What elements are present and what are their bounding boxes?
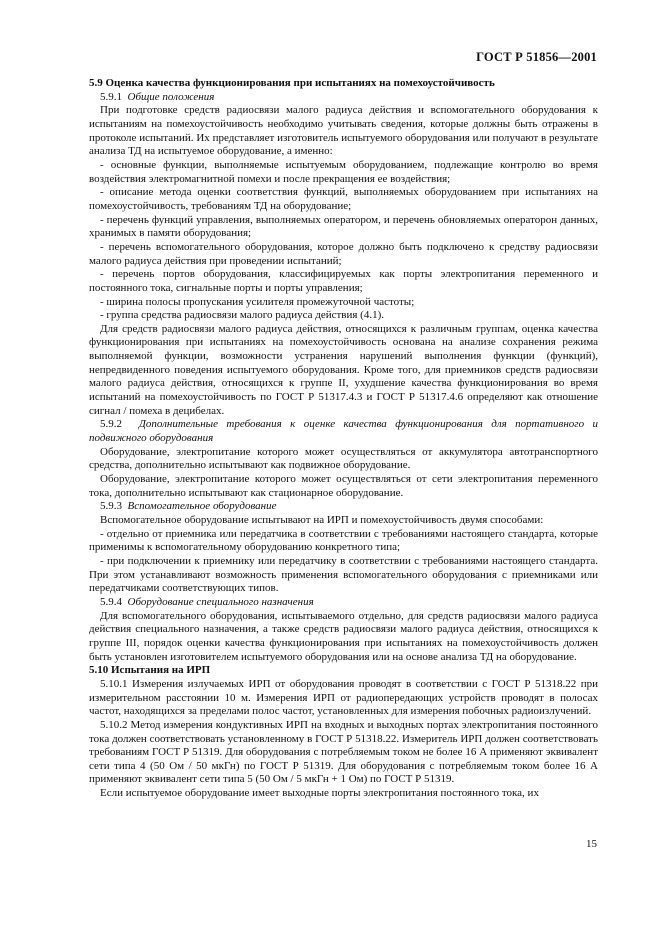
subsection-number: 5.9.4 <box>100 595 122 608</box>
paragraph: Для средств радиосвязи малого радиуса действия, относящихся к различным группам, оценка качества функционирования при испытаниях на помехоустойчивость основана на анализе сохранения режима выполняемой функции, возможности устранения нарушений выполнения функции (функций), непредвиденного поведения испытуемого оборудования. Кроме того, для приемников средств радиосвязи малого радиуса действия, относящихся к группе II, ухудшение качества функционирования во время испытаний на помехоустойчивость по ГОСТ Р 51317.4.3 и ГОСТ Р 51317.4.6 определяют как отношение сигнал / помеха в децибелах. <box>89 322 598 417</box>
section-5-9-heading: 5.9 Оценка качества функционирования при испытаниях на помехоустойчивость <box>89 77 495 89</box>
list-item: - отдельно от приемника или передатчика в соответствии с требованиями настоящего стандарта, которые применимы к вспомогательному оборудованию конкретного типа; <box>89 527 598 554</box>
section-5-10-heading: 5.10 Испытания на ИРП <box>89 664 211 677</box>
list-item: - основные функции, выполняемые испытуемым оборудованием, подлежащие контролю во время воздействия электромагнитной помехи и после прекращения ее воздействия; <box>89 158 598 185</box>
paragraph: Вспомогательное оборудование испытывают на ИРП и помехоустойчивость двумя способами: <box>100 514 544 526</box>
list-item: - ширина полосы пропускания усилителя промежуточной частоты; <box>100 295 415 308</box>
paragraph: Оборудование, электропитание которого может осуществляться от аккумулятора автотранспортного средства, дополнительно испытывают как подвижное оборудование. <box>89 445 598 472</box>
subsection-5-9-4-title <box>89 596 598 610</box>
list-item: - описание метода оценки соответствия функций, выполняемых оборудованием при испытаниях на помехоустойчивость, требованиям ТД на оборудование; <box>89 186 598 212</box>
paragraph: 5.10.2 Метод измерения кондуктивных ИРП на входных и выходных портах электропитания постоянного тока должен соответствовать установленному в ГОСТ Р 51318.22. Измеритель ИРП должен соответствовать требованиям ГОСТ Р 51319. Для оборудования с потребляемым током не более 16 А применяют эквивалент сети типа 4 (50 Ом / 50 мкГн) по ГОСТ Р 51319. Для оборудования с потребляемым током более 16 А применяют эквивалент сети типа 5 (50 Ом / 5 мкГн + 1 Ом) по ГОСТ Р 51319. <box>89 718 598 786</box>
page-number: 15 <box>586 838 597 850</box>
list-item: - группа средства радиосвязи малого радиуса действия (4.1). <box>100 309 385 322</box>
paragraph: Для вспомогательного оборудования, испытываемого отдельно, для средств радиосвязи малого радиуса действия специального назначения, а также средств радиосвязи малого радиуса действия, относящихся к группе III, порядок оценки качества функционирования при испытаниях на помехоустойчивость должен быть установлен изготовителем испытуемого оборудования или на основе анализа ТД на оборудование. <box>89 609 598 663</box>
paragraph: Если испытуемое оборудование имеет выходные порты электропитания постоянного тока, их <box>100 787 539 800</box>
document-id-header: ГОСТ Р 51856—2001 <box>476 50 597 64</box>
subsection-title: Общие положения <box>127 90 215 103</box>
subsection-title: Оборудование специального назначения <box>127 595 314 608</box>
subsection-number: 5.9.1 <box>100 90 122 103</box>
list-item: - перечень функций управления, выполняемых оператором, и перечень обновляемых операторон данных, хранимых в памяти оборудования; <box>89 213 598 240</box>
document-body <box>89 77 598 801</box>
paragraph: 5.10.1 Измерения излучаемых ИРП от оборудования проводят в соответствии с ГОСТ Р 51318.22 при измерительном расстоянии 10 м. Измерения ИРП от радиопередающих устройств проводят в полосах частот, находящихся за пределами полос частот, установленных для измерения побочных радиоизлучений. <box>89 677 598 718</box>
subsection-5-9-2-title <box>89 418 598 445</box>
subsection-title: Вспомогательное оборудование <box>127 500 277 513</box>
list-item: - перечень портов оборудования, классифицируемых как порты электропитания переменного и постоянного тока, сигнальные порты и порты управления; <box>89 268 598 294</box>
paragraph: Оборудование, электропитание которого может осуществляться от сети электропитания переменного тока, дополнительно испытывают как стационарное оборудование. <box>89 473 598 499</box>
list-item: - перечень вспомогательного оборудования, которое должно быть подключено к средству радиосвязи малого радиуса действия при проведении испытаний; <box>89 240 598 267</box>
paragraph: При подготовке средств радиосвязи малого радиуса действия и вспомогательного оборудования к испытаниям на помехоустойчивость необходимо учитывать сведения, которые должны быть отражены в протоколе испытаний. Их представляет изготовитель испытуемого оборудования или получают в результате анализа ТД на испытуемое оборудование, а именно: <box>89 104 598 158</box>
subsection-5-9-1-title <box>89 91 598 105</box>
list-item: - при подключении к приемнику или передатчику в соответствии с требованиями настоящего стандарта. При этом устанавливают возможность применения вспомогательного оборудования с приемниками или передатчиками соответствующих типов. <box>89 554 598 595</box>
subsection-5-9-3-title <box>89 500 598 514</box>
subsection-title: Дополнительные требования к оценке качества функционирования для портативного и подвижного оборудования <box>89 418 599 445</box>
subsection-number: 5.9.3 <box>100 500 122 513</box>
subsection-number: 5.9.2 <box>100 418 122 431</box>
